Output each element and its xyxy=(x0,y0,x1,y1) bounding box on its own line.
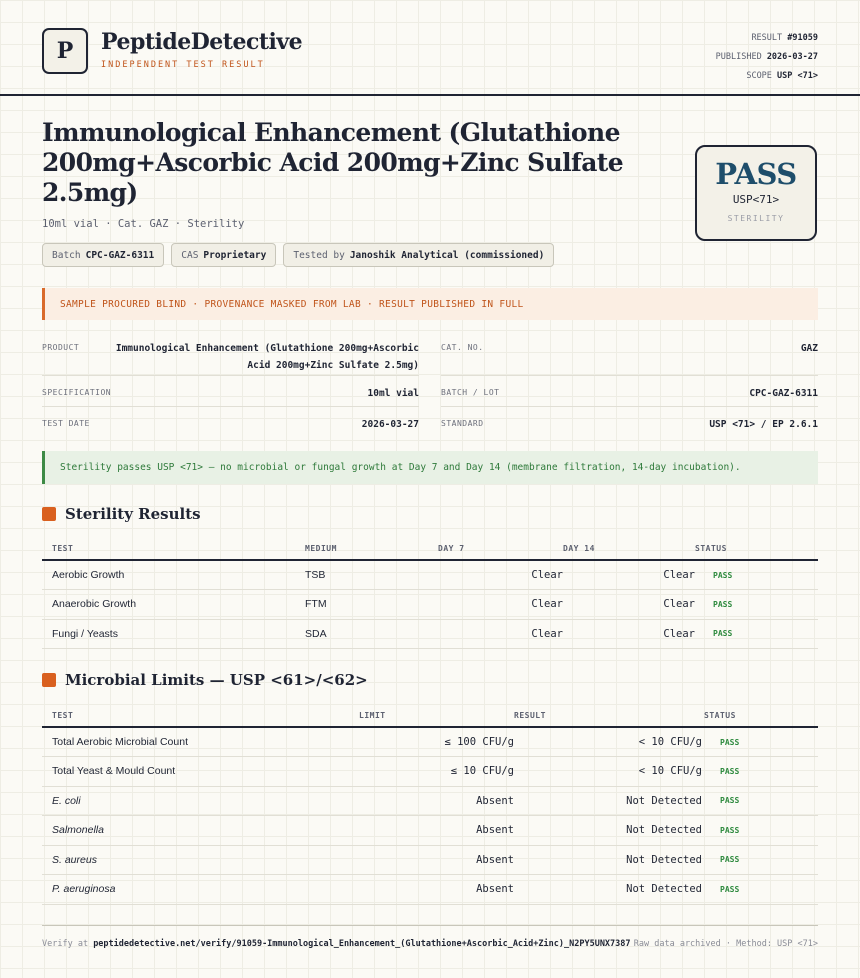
microbial-table xyxy=(42,701,818,905)
test-name: Fungi / Yeasts xyxy=(42,619,305,649)
col-header: DAY 7 xyxy=(438,534,563,560)
test-name: S. aureus xyxy=(42,845,359,875)
verify-prefix: Verify at xyxy=(42,939,89,949)
brand-tagline: INDEPENDENT TEST RESULT xyxy=(101,60,265,70)
table-row xyxy=(42,560,818,590)
table-row xyxy=(42,845,818,875)
section-marker-icon xyxy=(42,507,56,521)
status-badge: PASS xyxy=(702,845,818,875)
table-row xyxy=(42,816,818,846)
table-row xyxy=(42,786,818,816)
info-value: USP <71> / EP 2.6.1 xyxy=(709,419,818,430)
info-value: GAZ xyxy=(800,343,818,354)
sterility-section-title xyxy=(42,505,201,523)
test-name: Salmonella xyxy=(42,816,359,846)
status-badge: PASS xyxy=(695,619,818,649)
table-header-row xyxy=(42,701,818,727)
chip-label: Tested by xyxy=(293,249,345,261)
verify-line xyxy=(42,939,631,949)
info-label: CAT. NO. xyxy=(441,343,484,352)
info-value: 10ml vial xyxy=(367,388,419,399)
result: Not Detected xyxy=(514,816,702,846)
limit: ≤ 100 CFU/g xyxy=(359,727,514,757)
info-label: STANDARD xyxy=(441,419,484,428)
verify-link[interactable]: peptidedetective.net/verify/91059-Immunological_Enhancement_(Glutathione+Ascorbic_Acid+Zinc)_N2PY5UNX7387 xyxy=(93,939,631,949)
sterility-title-text: Sterility Results xyxy=(65,505,201,523)
info-cat xyxy=(441,340,818,376)
info-value: CPC-GAZ-6311 xyxy=(749,388,818,399)
limit: Absent xyxy=(359,845,514,875)
test-name: Aerobic Growth xyxy=(42,560,305,590)
status-badge: PASS xyxy=(702,757,818,787)
scope-line xyxy=(716,67,818,86)
limit: Absent xyxy=(359,786,514,816)
chip-label: CAS xyxy=(181,249,199,261)
chip-cas xyxy=(171,243,276,267)
result: < 10 CFU/g xyxy=(514,727,702,757)
day7: Clear xyxy=(438,560,563,590)
info-label: SPECIFICATION xyxy=(42,388,112,397)
result-label: RESULT xyxy=(751,33,783,43)
result: Not Detected xyxy=(514,786,702,816)
table-header-row xyxy=(42,534,818,560)
table-row xyxy=(42,875,818,905)
day14: Clear xyxy=(563,590,695,620)
info-standard xyxy=(441,416,818,438)
table-row xyxy=(42,619,818,649)
table-row xyxy=(42,590,818,620)
sterility-table xyxy=(42,534,818,649)
medium: FTM xyxy=(305,590,438,620)
test-name: P. aeruginosa xyxy=(42,875,359,905)
col-header: DAY 14 xyxy=(563,534,695,560)
result: Not Detected xyxy=(514,875,702,905)
product-subtitle: 10ml vial · Cat. GAZ · Sterility xyxy=(42,218,245,230)
test-name: Anaerobic Growth xyxy=(42,590,305,620)
result-id-line xyxy=(716,29,818,48)
chip-value: CPC-GAZ-6311 xyxy=(85,249,155,261)
status-badge: PASS xyxy=(702,816,818,846)
col-header: STATUS xyxy=(702,701,818,727)
result: Not Detected xyxy=(514,845,702,875)
limit: Absent xyxy=(359,816,514,846)
info-date xyxy=(42,416,419,438)
result-id: #91059 xyxy=(787,33,818,43)
info-batch xyxy=(441,385,818,407)
test-name: Total Yeast & Mould Count xyxy=(42,757,359,787)
test-name: Total Aerobic Microbial Count xyxy=(42,727,359,757)
footer-method: Raw data archived · Method: USP <71> xyxy=(633,939,818,949)
info-spec xyxy=(42,385,419,407)
col-header: RESULT xyxy=(514,701,702,727)
chip-value: Janoshik Analytical (commissioned) xyxy=(349,249,545,261)
limit: ≤ 10 CFU/g xyxy=(359,757,514,787)
status-badge: PASS xyxy=(695,560,818,590)
summary-notice: Sterility passes USP <71> — no microbial or fungal growth at Day 7 and Day 14 (membrane filtration, 14-day incubation). xyxy=(42,451,818,484)
day14: Clear xyxy=(563,560,695,590)
info-label: TEST DATE xyxy=(42,419,90,428)
status-badge: PASS xyxy=(695,590,818,620)
chip-label: Batch xyxy=(52,249,81,261)
medium: SDA xyxy=(305,619,438,649)
report-footer xyxy=(42,925,818,949)
verdict-text: PASS xyxy=(715,157,797,191)
col-header: TEST xyxy=(42,701,359,727)
report-header xyxy=(0,0,860,96)
published-date: 2026-03-27 xyxy=(766,52,818,62)
verdict-type: STERILITY xyxy=(727,214,785,223)
logo[interactable] xyxy=(42,28,88,74)
verdict-badge xyxy=(695,145,817,241)
table-row xyxy=(42,727,818,757)
day7: Clear xyxy=(438,619,563,649)
col-header: MEDIUM xyxy=(305,534,438,560)
published-line xyxy=(716,48,818,67)
published-label: PUBLISHED xyxy=(715,52,762,62)
logo-letter: P xyxy=(56,38,74,64)
scope-value: USP <71> xyxy=(777,71,818,81)
product-title: Immunological Enhancement (Glutathione 200mg+Ascorbic Acid 200mg+Zinc Sulfate 2.5mg) xyxy=(42,118,624,207)
scope-label: SCOPE xyxy=(746,71,772,81)
info-product xyxy=(42,340,419,376)
limit: Absent xyxy=(359,875,514,905)
chip-row xyxy=(42,243,554,267)
info-value xyxy=(116,340,419,374)
table-row xyxy=(42,757,818,787)
microbial-title-text: Microbial Limits — USP <61>/<62> xyxy=(65,671,368,689)
day7: Clear xyxy=(438,590,563,620)
product-line-2: Acid 200mg+Zinc Sulfate 2.5mg) xyxy=(247,360,419,371)
chip-batch xyxy=(42,243,164,267)
col-header: TEST xyxy=(42,534,305,560)
provenance-notice: SAMPLE PROCURED BLIND · PROVENANCE MASKED FROM LAB · RESULT PUBLISHED IN FULL xyxy=(42,288,818,320)
report-meta xyxy=(716,29,818,86)
section-marker-icon xyxy=(42,673,56,687)
chip-tested-by xyxy=(283,243,554,267)
status-badge: PASS xyxy=(702,727,818,757)
brand-name[interactable]: PeptideDetective xyxy=(101,29,303,55)
col-header: STATUS xyxy=(695,534,818,560)
day14: Clear xyxy=(563,619,695,649)
info-value: 2026-03-27 xyxy=(361,419,419,430)
microbial-section-title xyxy=(42,671,368,689)
verdict-standard: USP<71> xyxy=(732,193,780,206)
status-badge: PASS xyxy=(702,875,818,905)
test-name: E. coli xyxy=(42,786,359,816)
medium: TSB xyxy=(305,560,438,590)
col-header: LIMIT xyxy=(359,701,514,727)
product-line-1: Immunological Enhancement (Glutathione 200mg+Ascorbic xyxy=(115,343,419,354)
status-badge: PASS xyxy=(702,786,818,816)
info-label: BATCH / LOT xyxy=(441,388,500,397)
chip-value: Proprietary xyxy=(203,249,267,261)
result: < 10 CFU/g xyxy=(514,757,702,787)
info-label: PRODUCT xyxy=(42,343,80,352)
